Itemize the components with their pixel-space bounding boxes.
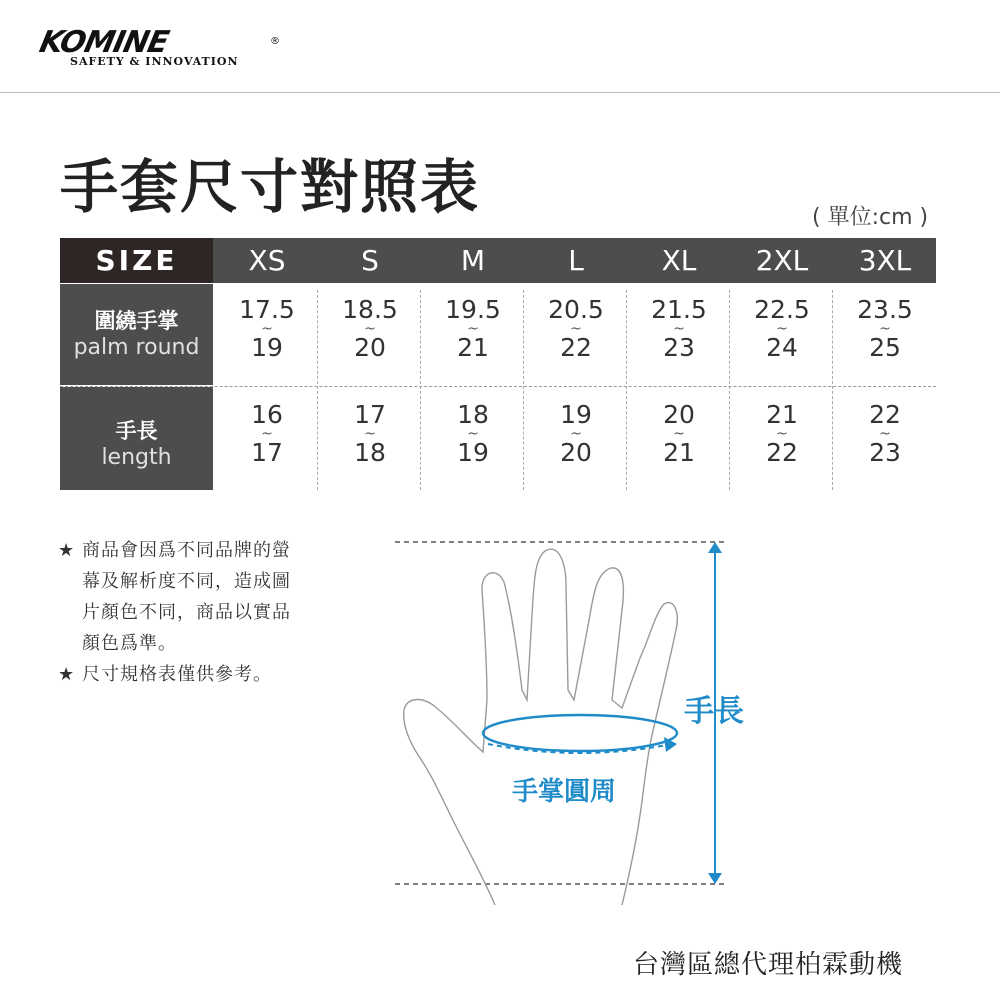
cell-tilde: ~ [673, 426, 685, 442]
cell-to: 21 [663, 438, 695, 467]
cell-from: 21 [766, 400, 798, 429]
cell-to: 21 [457, 333, 489, 362]
cell-to: 22 [766, 438, 798, 467]
page-title: 手套尺寸對照表 [60, 153, 481, 221]
row-label-length-en: length [101, 445, 172, 470]
cell-to: 23 [869, 438, 901, 467]
palm-circumference-label: 手掌圓周 [512, 777, 617, 807]
size-header-m: M [460, 244, 486, 277]
cell-to: 23 [663, 333, 695, 362]
hand-outline-icon [404, 549, 678, 905]
cell-tilde: ~ [776, 426, 788, 442]
cell-tilde: ~ [879, 321, 891, 337]
cell-tilde: ~ [364, 321, 376, 337]
cell-to: 18 [354, 438, 386, 467]
cell-tilde: ~ [364, 426, 376, 442]
unit-note: ( 單位:cm ) [812, 205, 929, 230]
cell-tilde: ~ [570, 321, 582, 337]
size-header-xl: XL [661, 244, 697, 277]
cell-tilde: ~ [467, 321, 479, 337]
size-header-3xl: 3XL [858, 244, 912, 277]
cell-from: 21.5 [651, 295, 707, 324]
star-icon: ★ [58, 664, 76, 685]
note-line: 片顏色不同，商品以實品 [82, 602, 291, 623]
note-line: 幕及解析度不同，造成圖 [82, 571, 291, 592]
note-line: 顏色爲準。 [82, 633, 177, 654]
cell-tilde: ~ [261, 321, 273, 337]
cell-tilde: ~ [776, 321, 788, 337]
cell-from: 19 [560, 400, 592, 429]
size-header-xs: XS [248, 244, 286, 277]
cell-to: 24 [766, 333, 798, 362]
logo-wordmark: KOMINE [36, 25, 172, 60]
cell-tilde: ~ [673, 321, 685, 337]
cell-tilde: ~ [261, 426, 273, 442]
cell-from: 16 [251, 400, 283, 429]
cell-to: 20 [354, 333, 386, 362]
note-line: 商品會因爲不同品牌的螢 [82, 540, 291, 561]
cell-from: 20 [663, 400, 695, 429]
cell-from: 20.5 [548, 295, 604, 324]
palm-circumference-ellipse [483, 715, 677, 751]
cell-to: 19 [251, 333, 283, 362]
size-header-s: S [361, 244, 379, 277]
cell-from: 18.5 [342, 295, 398, 324]
cell-from: 23.5 [857, 295, 913, 324]
arrow-up-icon [708, 542, 722, 553]
registered-mark: ® [270, 36, 280, 47]
row-label-length-zh: 手長 [115, 419, 158, 443]
size-corner-label: SIZE [60, 238, 213, 283]
arrow-down-icon [708, 873, 722, 884]
size-header-2xl: 2XL [755, 244, 809, 277]
size-header-l: L [568, 244, 584, 277]
cell-from: 22 [869, 400, 901, 429]
cell-to: 20 [560, 438, 592, 467]
cell-to: 22 [560, 333, 592, 362]
cell-to: 17 [251, 438, 283, 467]
cell-from: 17.5 [239, 295, 295, 324]
note-line: 尺寸規格表僅供參考。 [82, 664, 272, 685]
cell-tilde: ~ [879, 426, 891, 442]
cell-tilde: ~ [467, 426, 479, 442]
star-icon: ★ [58, 540, 76, 561]
cell-tilde: ~ [570, 426, 582, 442]
cell-from: 19.5 [445, 295, 501, 324]
row-label-palm-zh: 圍繞手掌 [94, 309, 179, 333]
cell-from: 18 [457, 400, 489, 429]
cell-from: 17 [354, 400, 386, 429]
cell-to: 19 [457, 438, 489, 467]
cell-to: 25 [869, 333, 901, 362]
cell-from: 22.5 [754, 295, 810, 324]
row-label-palm-en: palm round [73, 335, 200, 360]
hand-length-label: 手長 [684, 694, 744, 729]
brand-tagline: SAFETY & INNOVATION [70, 55, 239, 68]
distributor-credit: 台灣區總代理柏霖動機 [633, 950, 904, 980]
